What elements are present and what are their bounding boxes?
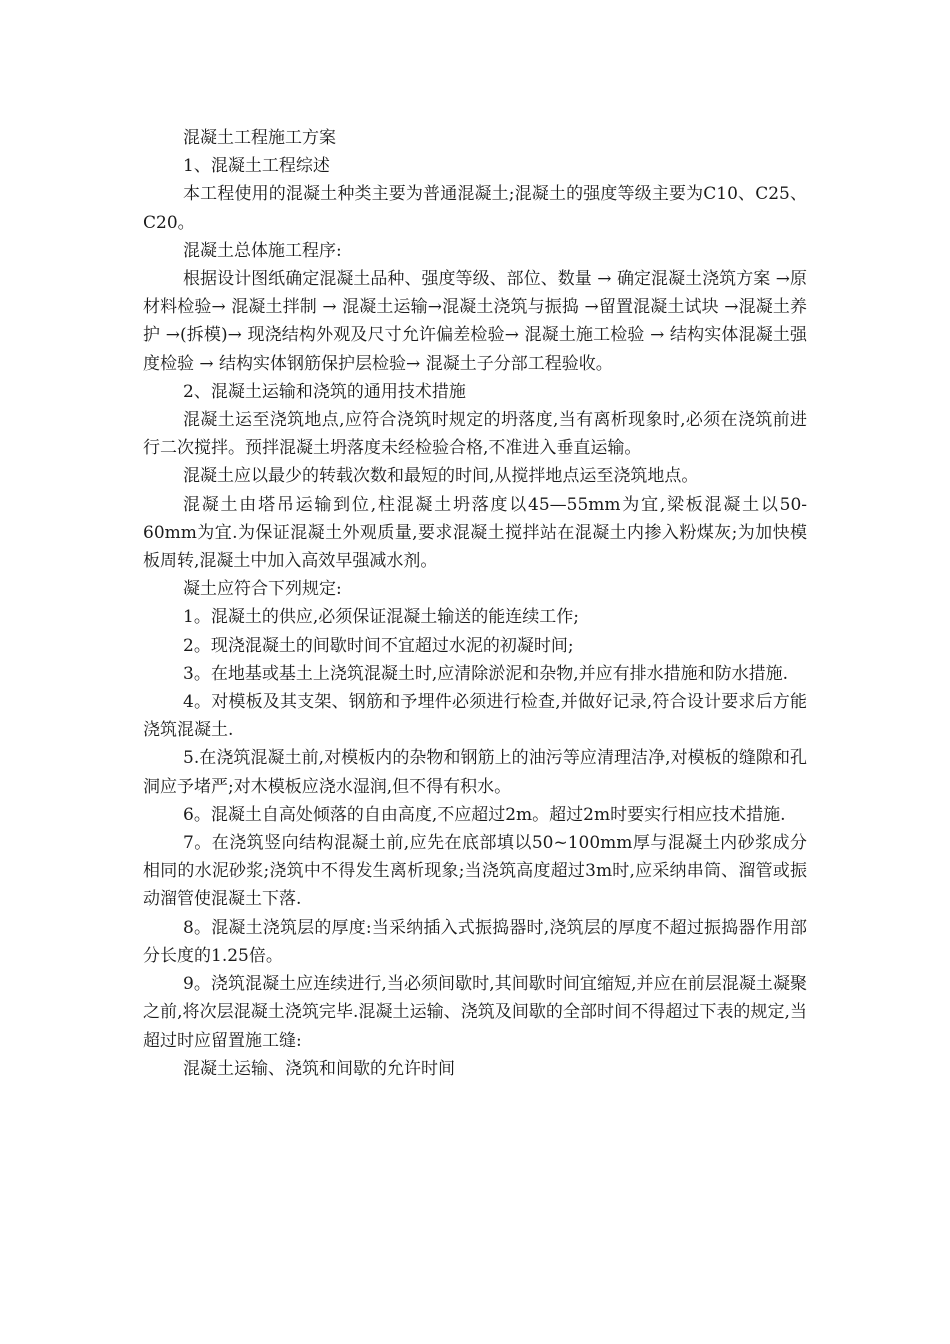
rule-item-7: 7。在浇筑竖向结构混凝土前,应先在底部填以50~100mm厚与混凝土内砂浆成分相同的水泥砂浆;浇筑中不得发生离析现象;当浇筑高度超过3m时,应采纳串筒、溜管或振动溜管使混凝土下落. bbox=[143, 833, 807, 910]
paragraph-transport-2: 混凝土应以最少的转载次数和最短的时间,从搅拌地点运至浇筑地点。 bbox=[183, 466, 699, 487]
table-caption: 混凝土运输、浇筑和间歇的允许时间 bbox=[183, 1058, 455, 1079]
section-heading-1: 1、混凝土工程综述 bbox=[183, 156, 330, 177]
section-heading-2: 2、混凝土运输和浇筑的通用技术措施 bbox=[183, 381, 466, 402]
paragraph-transport-1: 混凝土运至浇筑地点,应符合浇筑时规定的坍落度,当有离析现象时,必须在浇筑前进行二次搅拌。预拌混凝土坍落度未经检验合格,不准进入垂直运输。 bbox=[143, 410, 807, 459]
document-body bbox=[143, 124, 807, 1083]
rule-item-6: 6。混凝土自高处倾落的自由高度,不应超过2m。超过2m时要实行相应技术措施. bbox=[183, 804, 786, 825]
paragraph-procedure: 根据设计图纸确定混凝土品种、强度等级、部位、数量 → 确定混凝土浇筑方案 →原材料检验→ 混凝土拌制 → 混凝土运输→混凝土浇筑与振捣 →留置混凝土试块 →混凝土养护 →(拆模)→ 现浇结构外观及尺寸允许偏差检验→ 混凝土施工检验 → 结构实体混凝土强度检验 → 结构实体钢筋保护层检验→ 混凝土子分部工程验收。 bbox=[143, 269, 807, 374]
paragraph-overview: 本工程使用的混凝土种类主要为普通混凝土;混凝土的强度等级主要为C10、C25、C20。 bbox=[143, 184, 807, 233]
rule-item-9: 9。浇筑混凝土应连续进行,当必须间歇时,其间歇时间宜缩短,并应在前层混凝土凝聚之前,将次层混凝土浇筑完毕.混凝土运输、浇筑及间歇的全部时间不得超过下表的规定,当超过时应留置施工缝: bbox=[143, 974, 807, 1051]
procedure-heading: 混凝土总体施工程序: bbox=[183, 240, 342, 261]
paragraph-transport-3: 混凝土由塔吊运输到位,柱混凝土坍落度以45—55mm为宜,梁板混凝土以50-60mm为宜.为保证混凝土外观质量,要求混凝土搅拌站在混凝土内掺入粉煤灰;为加快模板周转,混凝土中加入高效早强减水剂。 bbox=[143, 494, 807, 572]
document-title: 混凝土工程施工方案 bbox=[183, 128, 336, 148]
rule-item-8: 8。混凝土浇筑层的厚度:当采纳插入式振捣器时,浇筑层的厚度不超过振捣器作用部分长度的1.25倍。 bbox=[143, 917, 807, 966]
rules-heading: 凝土应符合下列规定: bbox=[183, 579, 342, 600]
rule-item-3: 3。在地基或基土上浇筑混凝土时,应清除淤泥和杂物,并应有排水措施和防水措施. bbox=[183, 663, 789, 684]
rule-item-1: 1。混凝土的供应,必须保证混凝土输送的能连续工作; bbox=[183, 607, 579, 628]
rule-item-2: 2。现浇混凝土的间歇时间不宜超过水泥的初凝时间; bbox=[183, 635, 574, 656]
rule-item-4: 4。对模板及其支架、钢筋和予埋件必须进行检查,并做好记录,符合设计要求后方能浇筑混凝土. bbox=[143, 692, 807, 741]
rule-item-5: 5.在浇筑混凝土前,对模板内的杂物和钢筋上的油污等应清理洁净,对模板的缝隙和孔洞应予堵严;对木模板应浇水湿润,但不得有积水。 bbox=[143, 748, 807, 797]
